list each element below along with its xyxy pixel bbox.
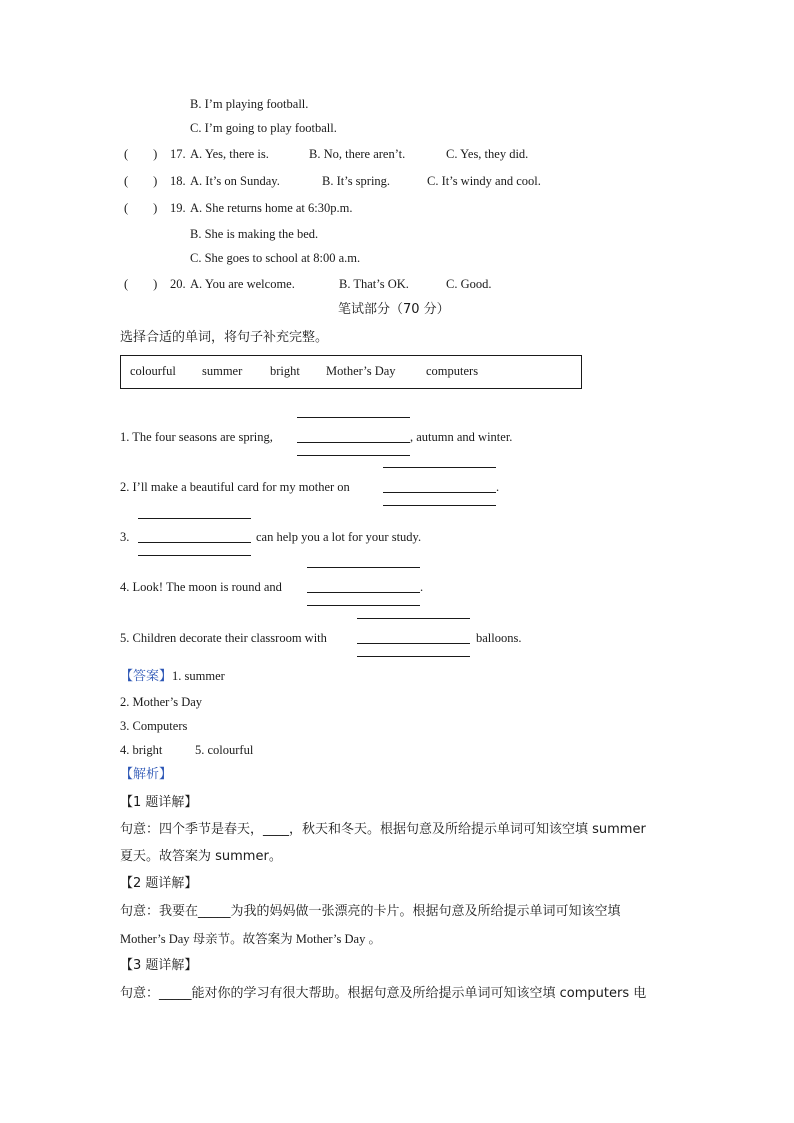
answer-blank-line	[297, 455, 410, 456]
detail-3-text: 句意：_____能对你的学习有很大帮助。根据句意及所给提示单词可知该空填 computers 电	[120, 986, 647, 1001]
q16-option-c: C. I’m going to play football.	[190, 121, 337, 135]
analysis-label: 【解析】	[120, 767, 173, 782]
sentence-text: .	[420, 580, 424, 594]
answer-blank-line	[383, 505, 496, 506]
question-number: 20.	[170, 277, 186, 291]
option-a: A. It’s on Sunday.	[190, 174, 280, 188]
answer-5: 5. colourful	[195, 743, 254, 757]
option-b: B. That’s OK.	[339, 277, 409, 291]
answer-blank-line	[297, 417, 410, 418]
answer-blank-line	[357, 618, 470, 619]
detail-3-title: 【3 题详解】	[120, 958, 198, 973]
answer-blank-line[interactable]	[383, 492, 496, 493]
answer-blank-line[interactable]	[357, 643, 470, 644]
option-a: A. You are welcome.	[190, 277, 295, 291]
detail-1-text: 句意：四个季节是春天，____，秋天和冬天。根据句意及所给提示单词可知该空填 summer	[120, 822, 646, 837]
answer-blank-line	[138, 555, 251, 556]
option-a: A. She returns home at 6:30p.m.	[190, 201, 353, 215]
instruction: 选择合适的单词，将句子补充完整。	[120, 330, 329, 345]
sentence-text: 4. Look! The moon is round and	[120, 580, 282, 594]
sentence-text: balloons.	[476, 631, 522, 645]
answer-blank-line	[307, 567, 420, 568]
sentence-text: 3.	[120, 530, 130, 544]
detail-2-title: 【2 题详解】	[120, 876, 198, 891]
answer-blank-line	[357, 656, 470, 657]
option-a: A. Yes, there is.	[190, 147, 269, 161]
sentence-text: .	[496, 480, 500, 494]
detail-2-text: Mother’s Day 母亲节。故答案为 Mother’s Day 。	[120, 932, 381, 946]
section-title: 笔试部分（70 分）	[338, 302, 450, 317]
answer-blank-line[interactable]	[297, 442, 410, 443]
sentence-text: , autumn and winter.	[410, 430, 513, 444]
word-bank-item: colourful	[130, 364, 176, 378]
answer-label: 【答案】	[120, 669, 173, 684]
option-b: B. It’s spring.	[322, 174, 391, 188]
answer-section	[120, 668, 225, 685]
word-bank-item: summer	[202, 364, 243, 378]
answer-1: 1. summer	[172, 669, 225, 683]
answer-blank-line	[307, 605, 420, 606]
detail-1-title: 【1 题详解】	[120, 795, 198, 810]
answer-2: 2. Mother’s Day	[120, 695, 203, 709]
question-number: 19.	[170, 201, 186, 215]
word-bank-item: Mother’s Day	[326, 364, 396, 378]
question-number: 18.	[170, 174, 186, 188]
option-b: B. She is making the bed.	[190, 227, 319, 241]
answer-blank-line[interactable]	[138, 542, 251, 543]
sentence-text: can help you a lot for your study.	[256, 530, 422, 544]
word-bank-item: bright	[270, 364, 300, 378]
word-bank-item: computers	[426, 364, 479, 378]
sentence-text: 5. Children decorate their classroom with	[120, 631, 327, 645]
detail-1-text: 夏天。故答案为 summer。	[120, 849, 282, 864]
detail-2-text: 句意：我要在_____为我的妈妈做一张漂亮的卡片。根据句意及所给提示单词可知该空填	[120, 904, 621, 919]
answer-4: 4. bright	[120, 743, 163, 757]
answer-parentheses: ( )	[124, 277, 158, 291]
answer-blank-line	[138, 518, 251, 519]
word-bank	[120, 355, 582, 389]
answer-parentheses: ( )	[124, 147, 158, 161]
answer-blank-line	[383, 467, 496, 468]
sentence-text: 1. The four seasons are spring,	[120, 430, 273, 444]
answer-blank-line[interactable]	[307, 592, 420, 593]
option-b: B. No, there aren’t.	[309, 147, 406, 161]
answer-parentheses: ( )	[124, 201, 158, 215]
option-c: C. Yes, they did.	[446, 147, 529, 161]
q16-option-b: B. I’m playing football.	[190, 97, 309, 111]
question-number: 17.	[170, 147, 186, 161]
option-c: C. It’s windy and cool.	[427, 174, 541, 188]
answer-3: 3. Computers	[120, 719, 188, 733]
option-c: C. She goes to school at 8:00 a.m.	[190, 251, 361, 265]
option-c: C. Good.	[446, 277, 492, 291]
sentence-text: 2. I’ll make a beautiful card for my mother on	[120, 480, 350, 494]
answer-parentheses: ( )	[124, 174, 158, 188]
